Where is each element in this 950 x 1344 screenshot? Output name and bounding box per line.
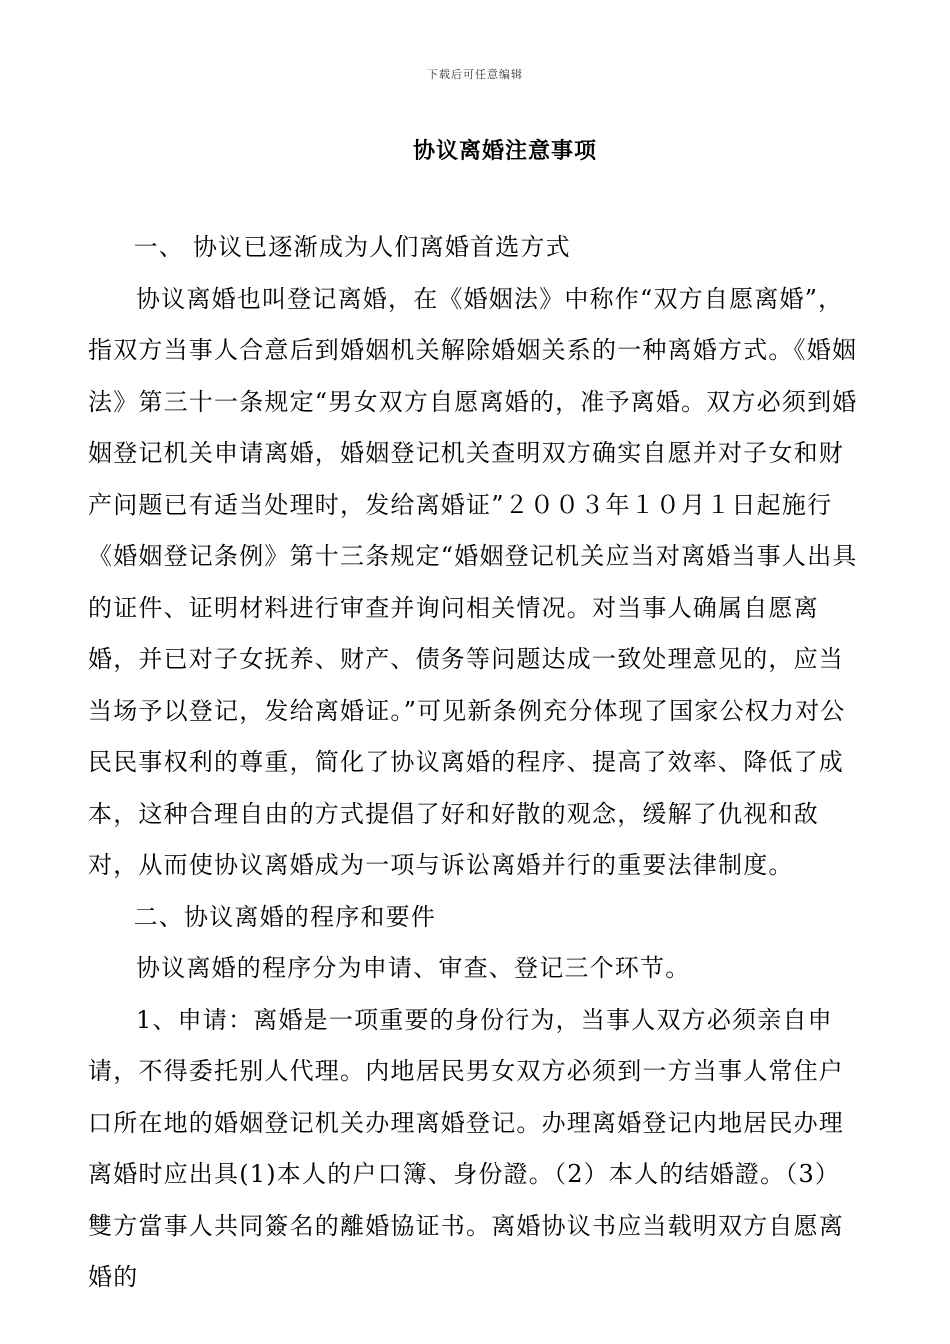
paragraph-application: 1、申请：离婚是一项重要的身份行为，当事人双方必须亲自申请，不得委托别人代理。内地居民男女双方必须到一方当事人常住户口所在地的婚姻登记机关办理离婚登记。办理离婚登记内地居民办理离婚时应出具(1)本人的户口簿、身份證。（2）本人的结婚證。（3）雙方當事人共同簽名的離婚協证书。离婚协议书应当载明双方自愿离婚的 xyxy=(88,1005,844,1291)
document-body xyxy=(88,222,864,1304)
document-title: 协议离婚注意事项 xyxy=(412,138,597,164)
page-header-note: 下载后可任意编辑 xyxy=(427,68,523,81)
paragraph-procedure: 协议离婚的程序分为申请、审查、登记三个环节。 xyxy=(136,954,691,982)
section-heading-2: 二、协议离婚的程序和要件 xyxy=(133,902,436,931)
paragraph-agreement-divorce: 协议离婚也叫登记离婚，在《婚姻法》中称作“双方自愿离婚”，指双方当事人合意后到婚姻机关解除婚姻关系的一种离婚方式。《婚姻法》第三十一条规定“男女双方自愿离婚的，准予离婚。双方必须到婚姻登记机关申请离婚，婚姻登记机关查明双方确实自愿并对子女和财产问题已有适当处理时，发给离婚证”２００３年１０月１日起施行《婚姻登记条例》第十三条规定“婚姻登记机关应当对离婚当事人出具的证件、证明材料进行审查并询问相关情况。对当事人确属自愿离婚，并已对子女抚养、财产、债务等问题达成一致处理意见的，应当当场予以登记，发给离婚证。”可见新条例充分体现了国家公权力对公民民事权利的尊重，简化了协议离婚的程序、提高了效率、降低了成本，这种合理自由的方式提倡了好和好散的观念，缓解了仇视和敌对，从而使协议离婚成为一项与诉讼离婚并行的重要法律制度。 xyxy=(88,284,858,879)
section-heading-1: 一、 协议已逐渐成为人们离婚首选方式 xyxy=(133,233,571,261)
